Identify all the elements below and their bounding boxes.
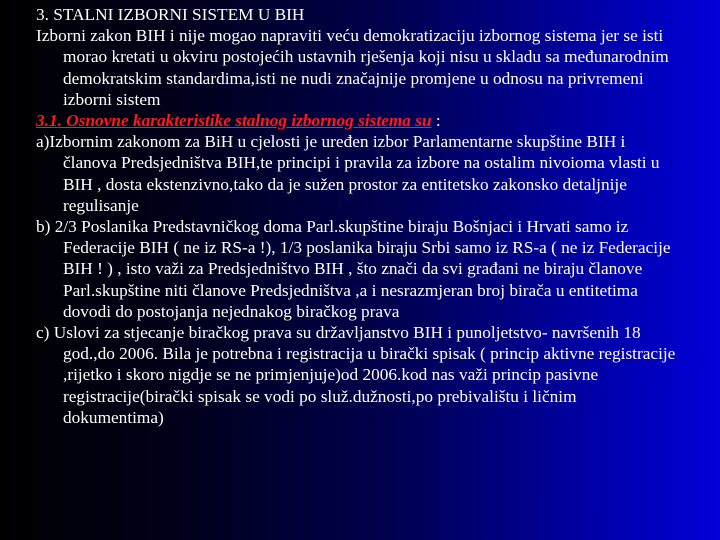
point-c: c) Uslovi za stjecanje biračkog prava su državljanstvo BIH i punoljetstvo- navršenih 18 god.,do 2006. Bila je potrebna i registracija u birački spisak ( princip aktivne registracije ,rijetko i skoro nigdje se ne primjenjuje)od 2006.kod nas važi princip pasivne registracije(birački spisak se vodi po služ.dužnosti,po prebivalištu i ličnim dokumentima) [36, 323, 676, 427]
subheading-line [36, 110, 676, 131]
slide-title: 3. STALNI IZBORNI SISTEM U BIH [36, 5, 305, 24]
point-a: a)Izbornim zakonom za BiH u cjelosti je uređen izbor Parlamentarne skupštine BIH i članova Predsjedništva BIH,te principi i pravila za izbore na ostalim nivoioma vlasti u BIH , dosta ekstenzivno,tako da je sužen prostor za entitetsko zakonsko detaljnije regulisanje [36, 132, 660, 215]
subheading: 3.1. Osnovne karakteristike stalnog izbornog sistema su [36, 111, 432, 131]
intro-paragraph: Izborni zakon BIH i nije mogao napraviti veću demokratizaciju izbornog sistema jer se isti morao kretati u okviru postojećih ustavnih rješenja koji nisu u skladu sa međunarodnim demokratskim standardima,isti ne nudi značajnije promjene u odnosu na privremeni izborni sistem [36, 26, 669, 109]
subheading-suffix: : [431, 111, 441, 131]
slide-body [36, 4, 676, 428]
point-b: b) 2/3 Poslanika Predstavničkog doma Parl.skupštine biraju Bošnjaci i Hrvati samo iz Federacije BIH ( ne iz RS-a !), 1/3 poslanika biraju Srbi samo iz RS-a ( ne iz Federacije BIH ! ) , isto važi za Predsjedništvo BIH , što znači da svi građani ne biraju članove Parl.skupštine niti članove Predsjedništva ,a i nesrazmjeran broj birača u entitetima dovodi do postojanja nejednakog biračkog prava [36, 217, 671, 321]
